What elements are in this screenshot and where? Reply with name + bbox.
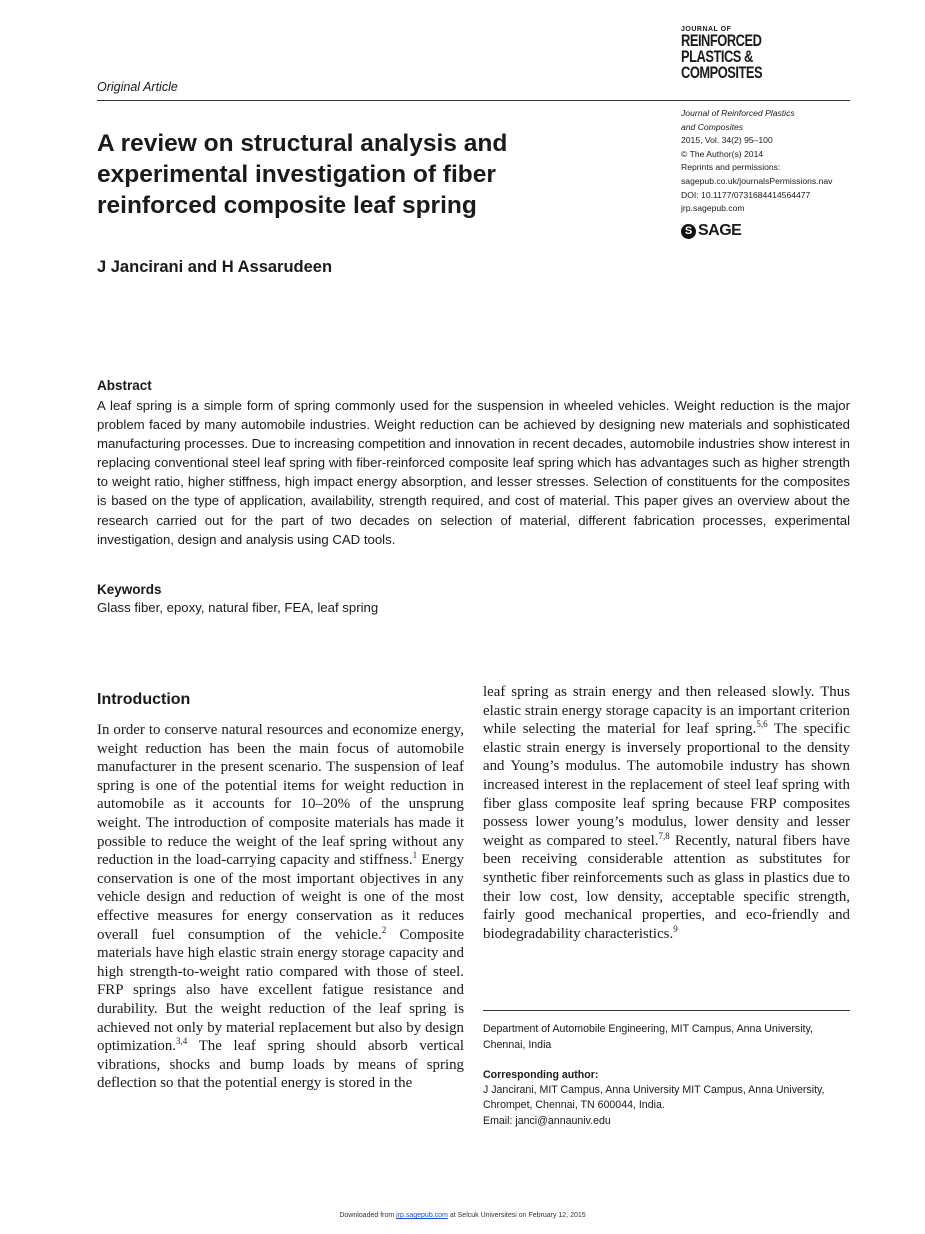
corresponding-author-heading: Corresponding author: xyxy=(483,1069,599,1081)
sage-logo xyxy=(681,222,741,240)
body-column-right xyxy=(483,683,850,943)
citation-ref[interactable]: 5,6 xyxy=(756,719,768,730)
journal-logo-line3: COMPOSITES xyxy=(681,64,763,82)
journal-name-line2: and Composites xyxy=(681,121,744,132)
download-notice xyxy=(0,1212,925,1219)
journal-metadata xyxy=(681,107,856,216)
author-affiliation: Department of Automobile Engineering, MIT Campus, Anna University, Chennai, India xyxy=(483,1023,813,1051)
permissions-link[interactable]: sagepub.co.uk/journalsPermissions.nav xyxy=(681,175,833,186)
article-type-label: Original Article xyxy=(97,80,178,94)
keywords-heading: Keywords xyxy=(97,582,162,597)
intro-text-5: leaf spring as strain energy and then released slowly. Thus elastic strain energy storage capacity is an important criterion while selecting the material for leaf spring. xyxy=(483,684,850,738)
introduction-heading: Introduction xyxy=(97,691,191,708)
journal-logo-small: JOURNAL OF xyxy=(681,26,732,33)
corresponding-author-details xyxy=(483,1083,853,1129)
citation-ref[interactable]: 2 xyxy=(381,924,387,935)
copyright-notice: © The Author(s) 2014 xyxy=(681,148,764,159)
journal-site-link[interactable]: jrp.sagepub.com xyxy=(681,203,745,214)
body-column-left xyxy=(97,721,464,1093)
article-title: A review on structural analysis and experimental investigation of fiber reinforced composite leaf spring xyxy=(97,130,508,219)
corresponding-author-address: J Jancirani, MIT Campus, Anna University MIT Campus, Anna University, Chrompet, Chennai, TN 600044, India. xyxy=(483,1084,825,1112)
citation-ref[interactable]: 1 xyxy=(412,850,418,861)
intro-text-1: In order to conserve natural resources and economize energy, weight reduction has been the main focus of automobile manufacturer in the present scenario. The suspension of leaf spring is one of the potential items for weight reduction in automobile as it accounts for 10–20% of the unsprung weight. The introduction of composite materials has made it possible to reduce the weight of the leaf spring without any reduction in the load-carrying capacity and stiffness. xyxy=(97,722,464,869)
citation-ref[interactable]: 9 xyxy=(673,923,678,934)
author-list: J Jancirani and H Assarudeen xyxy=(97,258,333,276)
journal-logo-line2: PLASTICS & xyxy=(681,48,753,66)
volume-info: 2015, Vol. 34(2) 95–100 xyxy=(681,135,773,146)
download-link[interactable]: jrp.sagepub.com xyxy=(396,1212,448,1219)
sage-wordmark: SAGE xyxy=(698,222,742,239)
download-prefix: Downloaded from xyxy=(339,1212,397,1219)
citation-ref[interactable]: 3,4 xyxy=(176,1036,188,1047)
footnote-divider xyxy=(483,1010,850,1011)
doi[interactable]: DOI: 10.1177/0731684414564477 xyxy=(681,189,811,200)
citation-ref[interactable]: 7,8 xyxy=(658,830,670,841)
reprints-label: Reprints and permissions: xyxy=(681,162,781,173)
intro-text-6: The specific elastic strain energy is inversely proportional to the density and Young’s modulus. The automobile industry has shown increased interest in the replacement of steel leaf spring with fiber glass composite leaf spring because FRP composites possess lower young’s modulus, lower density and lesser weight as compared to steel. xyxy=(483,721,850,849)
keywords-list: Glass fiber, epoxy, natural fiber, FEA, leaf spring xyxy=(97,600,379,615)
intro-text-3: Composite materials have high elastic strain energy storage capacity and high strength-to-weight ratio compared with those of steel. FRP springs also have excellent fatigue resistance and durability. But the weight reduction of the leaf spring is achieved not only by material replacement but also by design optimization. xyxy=(97,926,464,1055)
intro-text-4: The leaf spring should absorb vertical vibrations, shocks and bump loads by means of spring deflection so that the potential energy is stored in the xyxy=(97,1038,464,1092)
journal-logo-line1: REINFORCED xyxy=(681,32,762,50)
intro-text-2: Energy conservation is one of the most important objectives in any vehicle design and reduction of weight is one of the most effective measures for energy conservation as it reduces overall fuel consumption of the vehicle. xyxy=(97,852,465,943)
corresponding-author-email[interactable]: Email: janci@annauniv.edu xyxy=(483,1114,611,1127)
header-divider xyxy=(97,100,850,101)
journal-name-line1: Journal of Reinforced Plastics xyxy=(681,108,795,118)
journal-logo xyxy=(681,26,785,81)
intro-text-7: Recently, natural fibers have been receiving considerable attention as substitutes for synthetic fiber reinforcements such as glass in plastics due to their low cost, low density, acceptable specific strength, fairly good mechanical properties, and eco-friendly and biodegradability characteristics. xyxy=(483,832,850,942)
download-suffix: at Selcuk Universitesi on February 12, 2015 xyxy=(447,1212,586,1219)
sage-mark-icon: S xyxy=(681,224,696,239)
abstract-text: A leaf spring is a simple form of spring commonly used for the suspension in wheeled vehicles. Weight reduction is the major problem faced by many automobile industries. Weight reduction can be achieved by designing new materials and sophisticated manufacturing processes. Due to increasing competition and innovation in recent decades, automobile industries show interest in replacing conventional steel leaf spring with fiber-reinforced composite leaf spring which has advantages such as higher strength to weight ratio, higher stiffness, high impact energy absorption, and lesser stresses. Selection of constituents for the composites is based on the type of application, availability, strength required, and cost of material. This paper gives an overview about the research carried out for the part of two decades on selection of material, different fabrication processes, experimental investigation, design and analysis using CAD tools. xyxy=(97,398,850,547)
abstract-heading: Abstract xyxy=(97,378,152,393)
